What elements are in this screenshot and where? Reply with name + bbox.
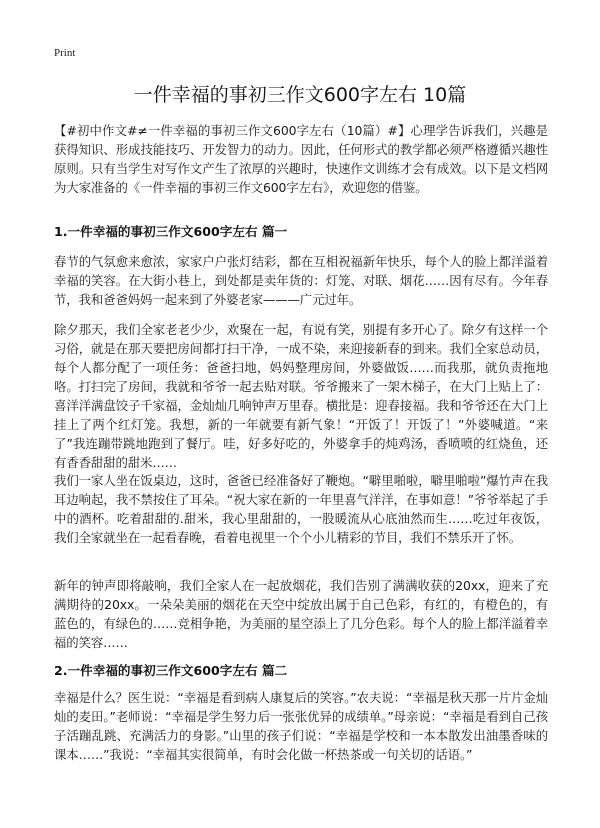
section-2-paragraph-1: 幸福是什么？医生说：“幸福是看到病人康复后的笑容。”农夫说：“幸福是秋天那一片片金灿灿的麦田。”老师说：“幸福是学生努力后一张张优异的成绩单。”母亲说：“幸福是看到自己孩子活蹦乱跳、充满活力的身影。”山里的孩子们说：“幸福是学校和一本本散发出油墨香味的课本……”我说：“幸福其实很简单，有时会化做一杯热茶或一句关切的话语。” — [54, 690, 548, 762]
section-1-paragraph-2: 除夕那天，我们全家老老少少，欢聚在一起，有说有笑，别提有多开心了。除夕有这样一个习俗，就是在那天要把房间都打扫干净，一成不染，来迎接新春的到来。我们全家总动员，每个人都分配了一项任务：爸爸扫地，妈妈整理房间，外婆做饭……而我那，就负责拖地咯。打扫完了房间，我就和爷爷一起去贴对联。爷爷搬来了一架木梯子，在大门上贴上了：喜洋洋满盘饺子千家福，金灿灿几响钟声万里春。横批是：迎春接福。我和爷爷还在大门上挂上了两个红灯笼。我想，新的一年就要有新气象！“开饭了！开饭了！”外婆喊道。“来了”我连蹦带跳地跑到了餐厅。哇，好多好吃的，外婆拿手的炖鸡汤，香喷喷的红烧鱼，还有香香甜甜的甜米…… — [54, 322, 548, 470]
section-2-heading: 2.一件幸福的事初三作文600字左右 篇二 — [54, 663, 288, 678]
intro-paragraph: 【#初中作文#≠一件幸福的事初三作文600字左右（10篇）#】心理学告诉我们，兴趣是获得知识、形成技能技巧、开发智力的动力。因此，任何形式的教学都必须严格遵循兴趣性原则。只有当学生对写作文产生了浓厚的兴趣时，快速作文训练才会有成效。以下是文档网为大家准备的《一件幸福的事初三作文600字左右》，欢迎您的借鉴。 — [54, 123, 548, 195]
section-1-paragraph-4: 新年的钟声即将敲响，我们全家人在一起放烟花，我们告别了满满收获的20xx，迎来了充满期待的20xx。一朵朵美丽的烟花在天空中绽放出属于自己色彩，有红的，有橙色的，有蓝色的，有绿色的……竞相争艳，为美丽的星空添上了几分色彩。每个人的脸上都洋溢着幸福的笑容…… — [54, 578, 548, 650]
section-1-heading: 1.一件幸福的事初三作文600字左右 篇一 — [54, 224, 288, 239]
section-1-paragraph-3: 我们一家人坐在饭桌边，这时，爸爸已经准备好了鞭炮。“噼里啪啦，噼里啪啦”爆竹声在我耳边响起，我不禁按住了耳朵。“祝大家在新的一年里喜气洋洋，在事如意！”爷爷举起了手中的酒杯。吃着甜甜的.甜米，我心里甜甜的，一股暖流从心底油然而生……吃过年夜饭，我们全家就坐在一起看春晚，看着电视里一个个小儿精彩的节目，我们不禁乐开了怀。 — [54, 473, 548, 545]
print-link[interactable]: Print — [54, 47, 76, 59]
document-title: 一件幸福的事初三作文600字左右 10篇 — [133, 84, 467, 106]
section-1-paragraph-1: 春节的气氛愈来愈浓，家家户户张灯结彩，都在互相祝福新年快乐，每个人的脸上都洋溢着幸福的笑容。在大街小巷上，到处都是卖年货的：灯笼、对联、烟花……因有尽有。今年春节，我和爸爸妈妈一起来到了外婆老家———广元过年。 — [54, 254, 548, 307]
